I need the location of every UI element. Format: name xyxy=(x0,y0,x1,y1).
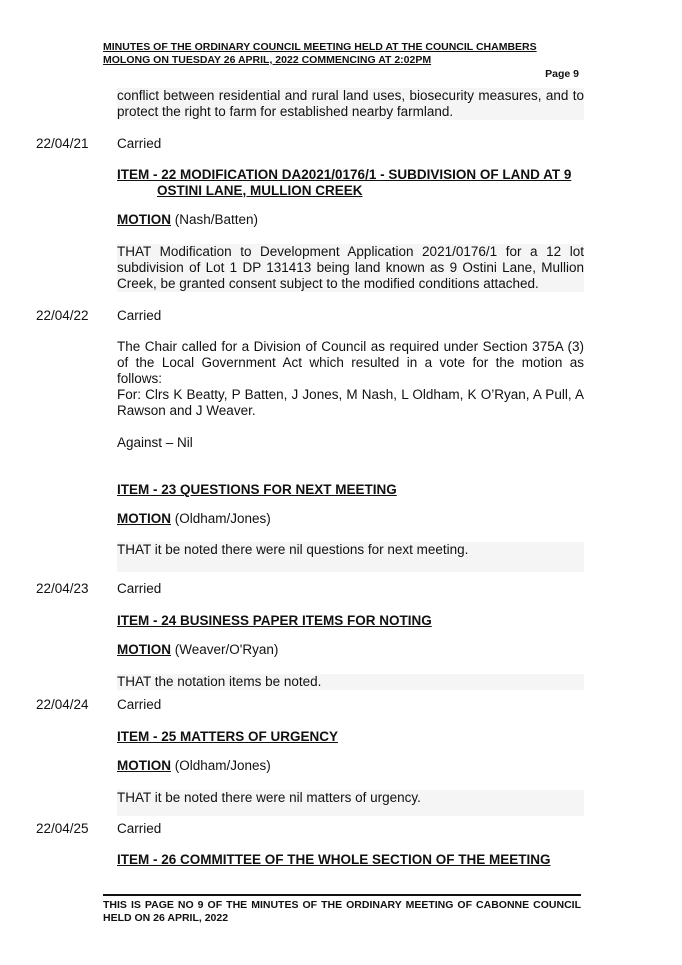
motion-25 xyxy=(117,758,584,774)
motion-label: MOTION xyxy=(117,511,171,526)
resolution-number: 22/04/23 xyxy=(36,581,89,596)
page-footer: THIS IS PAGE NO 9 OF THE MINUTES OF THE ORDINARY MEETING OF CABONNE COUNCIL HELD ON 26 APRIL, 2022 xyxy=(103,899,581,924)
item-23-heading: ITEM - 23 QUESTIONS FOR NEXT MEETING xyxy=(117,482,397,497)
header-line-1: MINUTES OF THE ORDINARY COUNCIL MEETING HELD AT THE COUNCIL CHAMBERS xyxy=(103,41,537,53)
resolution-number: 22/04/22 xyxy=(36,308,89,323)
item-25-heading: ITEM - 25 MATTERS OF URGENCY xyxy=(117,729,339,744)
carried-label: Carried xyxy=(117,821,162,836)
motion-22-text: THAT Modification to Development Application 2021/0176/1 for a 12 lot subdivision of Lot 1 DP 131413 being land known as 9 Ostini Lane, Mullion Creek, be granted consent subject to the modified conditions attached. xyxy=(117,244,584,291)
item-26-heading: ITEM - 26 COMMITTEE OF THE WHOLE SECTION OF THE MEETING xyxy=(117,852,551,867)
votes-for-paragraph: For: Clrs K Beatty, P Batten, J Jones, M Nash, L Oldham, K O’Ryan, A Pull, A Rawson and J Weaver. xyxy=(117,387,584,418)
resolution-number: 22/04/24 xyxy=(36,697,89,712)
page-number: Page 9 xyxy=(545,68,579,80)
motion-movers: (Nash/Batten) xyxy=(171,212,259,227)
item-22-heading xyxy=(117,167,587,199)
item-22-heading-line-2: OSTINI LANE, MULLION CREEK xyxy=(157,183,363,198)
motion-24 xyxy=(117,642,584,658)
votes-against-paragraph: Against – Nil xyxy=(117,435,193,450)
motion-label: MOTION xyxy=(117,212,171,227)
carried-label: Carried xyxy=(117,581,162,596)
header-line-2: MOLONG ON TUESDAY 26 APRIL, 2022 COMMENCING AT 2:02PM xyxy=(103,54,432,66)
footer-rule xyxy=(103,894,581,896)
item-24-heading: ITEM - 24 BUSINESS PAPER ITEMS FOR NOTING xyxy=(117,613,432,628)
carried-label: Carried xyxy=(117,308,162,323)
motion-22 xyxy=(117,212,584,228)
resolution-number: 22/04/25 xyxy=(36,821,89,836)
motion-25-text: THAT it be noted there were nil matters of urgency. xyxy=(117,790,584,816)
carried-label: Carried xyxy=(117,697,162,712)
motion-movers: (Weaver/O'Ryan) xyxy=(171,642,279,657)
motion-24-text: THAT the notation items be noted. xyxy=(117,674,584,690)
continued-paragraph: conflict between residential and rural land uses, biosecurity measures, and to protect the right to farm for established nearby farmland. xyxy=(117,88,584,119)
motion-label: MOTION xyxy=(117,758,171,773)
carried-label: Carried xyxy=(117,136,162,151)
division-paragraph: The Chair called for a Division of Council as required under Section 375A (3) of the Local Government Act which resulted in a vote for the motion as follows: xyxy=(117,339,584,386)
motion-movers: (Oldham/Jones) xyxy=(171,511,271,526)
motion-movers: (Oldham/Jones) xyxy=(171,758,271,773)
item-22-heading-line-1: ITEM - 22 MODIFICATION DA2021/0176/1 - SUBDIVISION OF LAND AT 9 xyxy=(117,167,572,182)
motion-label: MOTION xyxy=(117,642,171,657)
resolution-number: 22/04/21 xyxy=(36,136,89,151)
page-header xyxy=(103,41,581,67)
motion-23-text: THAT it be noted there were nil questions for next meeting. xyxy=(117,542,584,572)
motion-23 xyxy=(117,511,584,527)
